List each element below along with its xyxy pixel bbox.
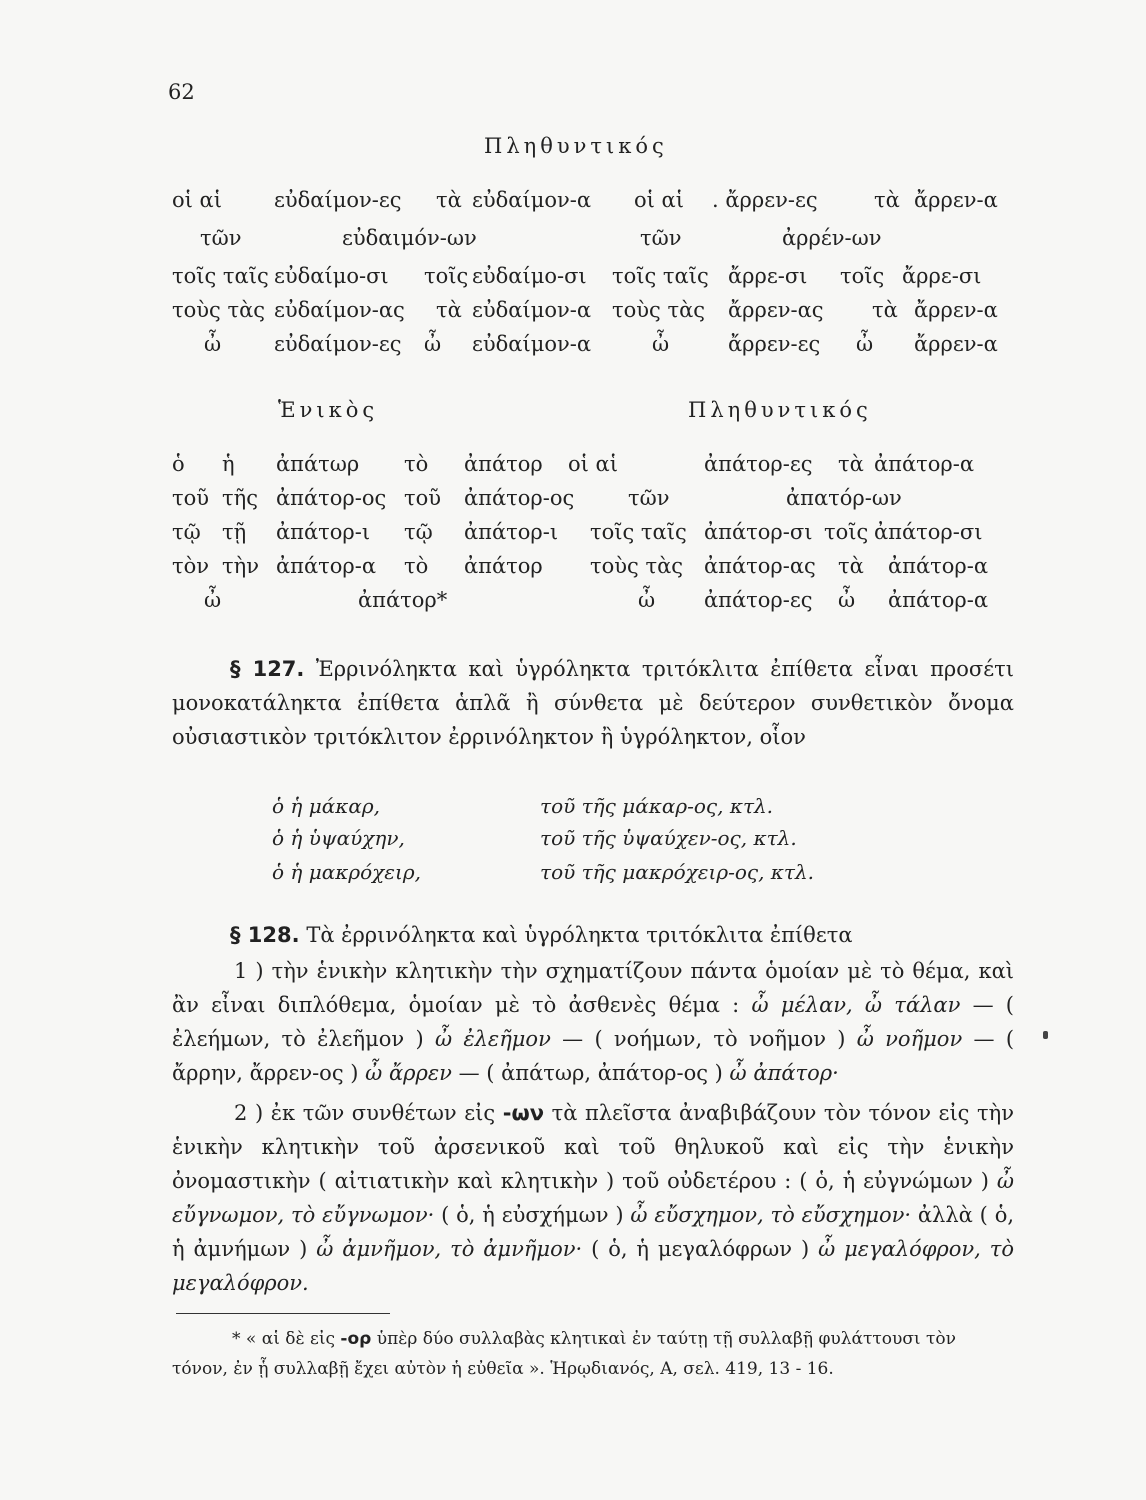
footnote: * « αἱ δὲ εἰς -ορ ὑπὲρ δύο συλλαβὰς κλητικαὶ ἐν ταύτῃ τῇ συλλαβῇ φυλάττουσι τὸν τόνον, ἐν ᾗ συλλαβῇ ἔχει αὐτὸν ἡ εὐθεῖα ». Ἡρῳδιανός, Α, σελ. 419, 13 - 16. — [172, 1329, 956, 1379]
table2-row: ὦ ἀπάτορ* ὦ ἀπάτορ-ες ὦ ἀπάτορ-α — [204, 588, 989, 612]
table2-row: ὁ ἡ ἀπάτωρ τὸ ἀπάτορ οἱ αἱ ἀπάτορ-ες τὰ ἀπάτορ-α — [172, 452, 975, 476]
section-127 — [172, 652, 1014, 754]
table1-row: τῶν εὐδαιμόν-ων τῶν ἀρρέν-ων — [200, 226, 882, 250]
heading-singular: Ἑνικὸς — [278, 398, 379, 422]
section-mark: § 128. — [230, 923, 300, 947]
table2-row: τοῦ τῆς ἀπάτορ-ος τοῦ ἀπάτορ-ος τῶν ἀπατόρ-ων — [172, 486, 902, 510]
example-left: ὁ ἡ μακρόχειρ, — [272, 860, 421, 884]
example-right: τοῦ τῆς μακρόχειρ-ος, κτλ. — [540, 860, 815, 884]
margin-mark — [1043, 1031, 1048, 1039]
example-left: ὁ ἡ μάκαρ, — [272, 794, 380, 818]
section-mark: § 127. — [230, 657, 305, 681]
section-128-point-2: 2 ) ἐκ τῶν συνθέτων εἰς -ων τὰ πλεῖστα ἀναβιβάζουν τὸν τόνον εἰς τὴν ἑνικὴν κλητικὴν τοῦ ἀρσενικοῦ καὶ τοῦ θηλυκοῦ καὶ εἰς τὴν ἑνικὴν ὀνομαστικὴν ( αἰτιατικὴν καὶ κλητικὴν ) τοῦ οὐδετέρου : ( ὁ, ἡ εὐγνώμων ) ὦ εὔγνωμον, τὸ εὔγνωμον· ( ὁ, ἡ εὐσχήμων ) ὦ εὔσχημον, τὸ εὔσχημον· ἀλλὰ ( ὁ, ἡ ἀμνήμων ) ὦ ἀμνῆμον, τὸ ἀμνῆμον· ( ὁ, ἡ μεγαλόφρων ) ὦ μεγαλόφρον, τὸ μεγαλόφρον. — [172, 1101, 1015, 1295]
example-right: τοῦ τῆς μάκαρ-ος, κτλ. — [540, 794, 774, 818]
footnote-rule — [176, 1313, 390, 1314]
table1-row: τοὺς τὰς εὐδαίμον-ας τὰ εὐδαίμον-α τοὺς τὰς ἄρρεν-ας τὰ ἄρρεν-α — [172, 298, 998, 322]
table1-row: οἱ αἱ εὐδαίμον-ες τὰ εὐδαίμον-α οἱ αἱ . ἄρρεν-ες τὰ ἄρρεν-α — [172, 188, 998, 212]
heading-plural-2: Πληθυντικός — [688, 398, 872, 422]
table1-row: τοῖς ταῖς εὐδαίμο-σι τοῖς εὐδαίμο-σι τοῖς ταῖς ἄρρε-σι τοῖς ἄρρε-σι — [172, 264, 982, 288]
table2-row: τὸν τὴν ἀπάτορ-α τὸ ἀπάτορ τοὺς τὰς ἀπάτορ-ας τὰ ἀπάτορ-α — [172, 554, 989, 578]
example-right: τοῦ τῆς ὑψαύχεν-ος, κτλ. — [540, 826, 797, 850]
section-128-point-1: 1 ) τὴν ἑνικὴν κλητικὴν τὴν σχηματίζουν πάντα ὁμοίαν μὲ τὸ θέμα, καὶ ἂν εἶναι διπλόθεμα, ὁμοίαν μὲ τὸ ἀσθενὲς θέμα : ὦ μέλαν, ὦ τάλαν — ( ἐλεήμων, τὸ ἐλεῆμον ) ὦ ἐλεῆμον — ( νοήμων, τὸ νοῆμον ) ὦ νοῆμον — ( ἄρρην, ἄρρεν-ος ) ὦ ἄρρεν — ( ἀπάτωρ, ἀπάτορ-ος ) ὦ ἀπάτορ· — [172, 959, 1015, 1085]
section-127-text: Ἐρρινόληκτα καὶ ὑγρόληκτα τριτόκλιτα ἐπίθετα εἶναι προσέτι μονοκατάληκτα ἐπίθετα ἁπλᾶ ἢ σύνθετα μὲ δεύτερον συνθετικὸν ὄνομα οὐσιαστικὸν τριτόκλιτον ἐρρινόληκτον ἢ ὑγρόληκτον, οἷον — [172, 657, 1014, 749]
heading-plural-1: Πληθυντικός — [484, 134, 668, 158]
example-left: ὁ ἡ ὑψαύχην, — [272, 826, 405, 850]
table1-row: ὦ εὐδαίμον-ες ὦ εὐδαίμον-α ὦ ἄρρεν-ες ὦ ἄρρεν-α — [204, 332, 998, 356]
section-128-intro: § 128. Τὰ ἐρρινόληκτα καὶ ὑγρόληκτα τριτόκλιτα ἐπίθετα — [230, 923, 853, 947]
page-number: 62 — [168, 80, 195, 104]
table2-row: τῷ τῇ ἀπάτορ-ι τῷ ἀπάτορ-ι τοῖς ταῖς ἀπάτορ-σι τοῖς ἀπάτορ-σι — [172, 520, 983, 544]
